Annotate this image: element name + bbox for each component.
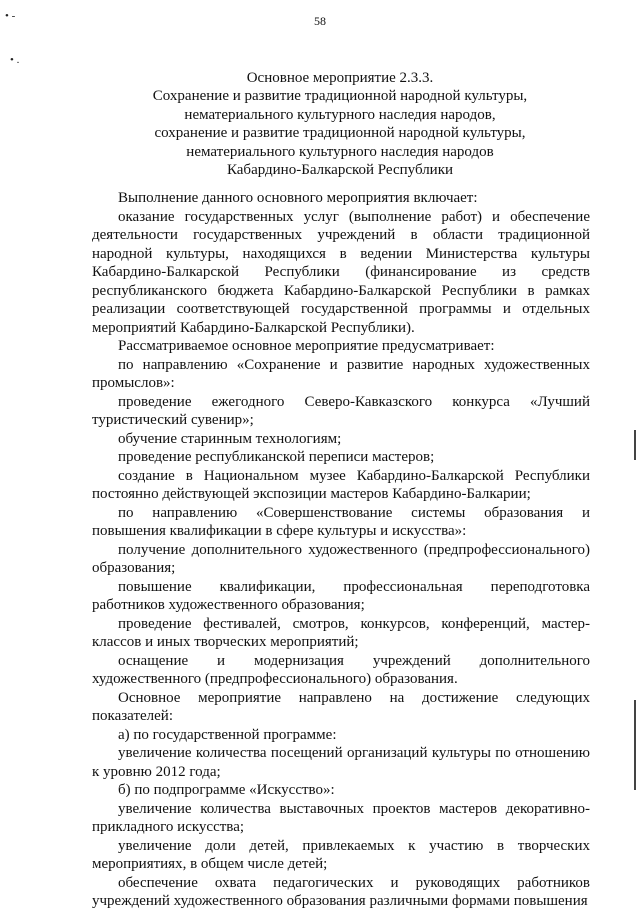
scan-edge-line (634, 430, 636, 460)
paragraph: а) по государственной программе: (118, 726, 337, 743)
title-line: Кабардино-Балкарской Республики (226, 162, 454, 179)
paragraph: создание в Национальном музее Кабардино-Балкарской Республики постоянно действующей экспозиции мастеров Кабардино-Балкарии; (92, 467, 590, 502)
title-line: Сохранение и развитие традиционной народной культуры, (152, 88, 528, 105)
paragraph: Рассматриваемое основное мероприятие предусматривает: (118, 338, 495, 354)
paragraph: проведение ежегодного Северо-Кавказского конкурса «Лучший туристический сувенир»; (92, 393, 590, 428)
paragraph: увеличение количества посещений организаций культуры по отношению к уровню 2012 года; (92, 745, 590, 780)
page-number: 58 (314, 14, 326, 28)
paragraph: Выполнение данного основного мероприятия включает: (118, 190, 478, 206)
scan-edge-line (634, 700, 636, 790)
margin-mark: • . (10, 54, 20, 66)
paragraph: увеличение доли детей, привлекаемых к участию в творческих мероприятиях, в общем числе детей; (92, 837, 590, 872)
paragraph: проведение республиканской переписи мастеров; (118, 449, 435, 465)
title-line: нематериального культурного наследия народов, (184, 106, 496, 123)
paragraph: получение дополнительного художественного (предпрофессионального) образования; (92, 541, 590, 576)
paragraph: проведение фестивалей, смотров, конкурсов, конференций, мастер-классов и иных творческих мероприятий; (92, 615, 590, 650)
title-line: сохранение и развитие традиционной народной культуры, (154, 125, 526, 142)
paragraph: по направлению «Сохранение и развитие народных художественных промыслов»: (92, 356, 590, 391)
paragraph: оказание государственных услуг (выполнение работ) и обеспечение деятельности государственных учреждений в области традиционной народной культуры, находящихся в ведении Министерства культуры Кабардино-Балкарской Республики (финансирование из средств республиканского бюджета Кабардино-Балкарской Республики в рамках реализации соответствующей государственной программы и отдельных мероприятий Кабардино-Балкарской Республики). (92, 208, 590, 336)
title-line: нематериального культурного наследия народов (186, 143, 494, 160)
section-title (60, 69, 620, 179)
margin-mark: • - (5, 10, 16, 22)
paragraph: увеличение количества выставочных проектов мастеров декоративно-прикладного искусства; (92, 800, 590, 835)
document-body (92, 189, 590, 911)
paragraph: оснащение и модернизация учреждений дополнительного художественного (предпрофессионального) образования. (92, 652, 590, 687)
paragraph: б) по подпрограмме «Искусство»: (118, 782, 335, 798)
paragraph: по направлению «Совершенствование системы образования и повышения квалификации в сфере культуры и искусства»: (92, 504, 590, 539)
paragraph: обучение старинным технологиям; (118, 430, 342, 447)
title-line: Основное мероприятие 2.3.3. (246, 70, 434, 86)
paragraph: Основное мероприятие направлено на достижение следующих показателей: (92, 689, 590, 724)
paragraph: обеспечение охвата педагогических и руководящих работников учреждений художественного образования различными формами повышения (92, 874, 590, 909)
paragraph: повышение квалификации, профессиональная переподготовка работников художественного образования; (92, 578, 590, 613)
